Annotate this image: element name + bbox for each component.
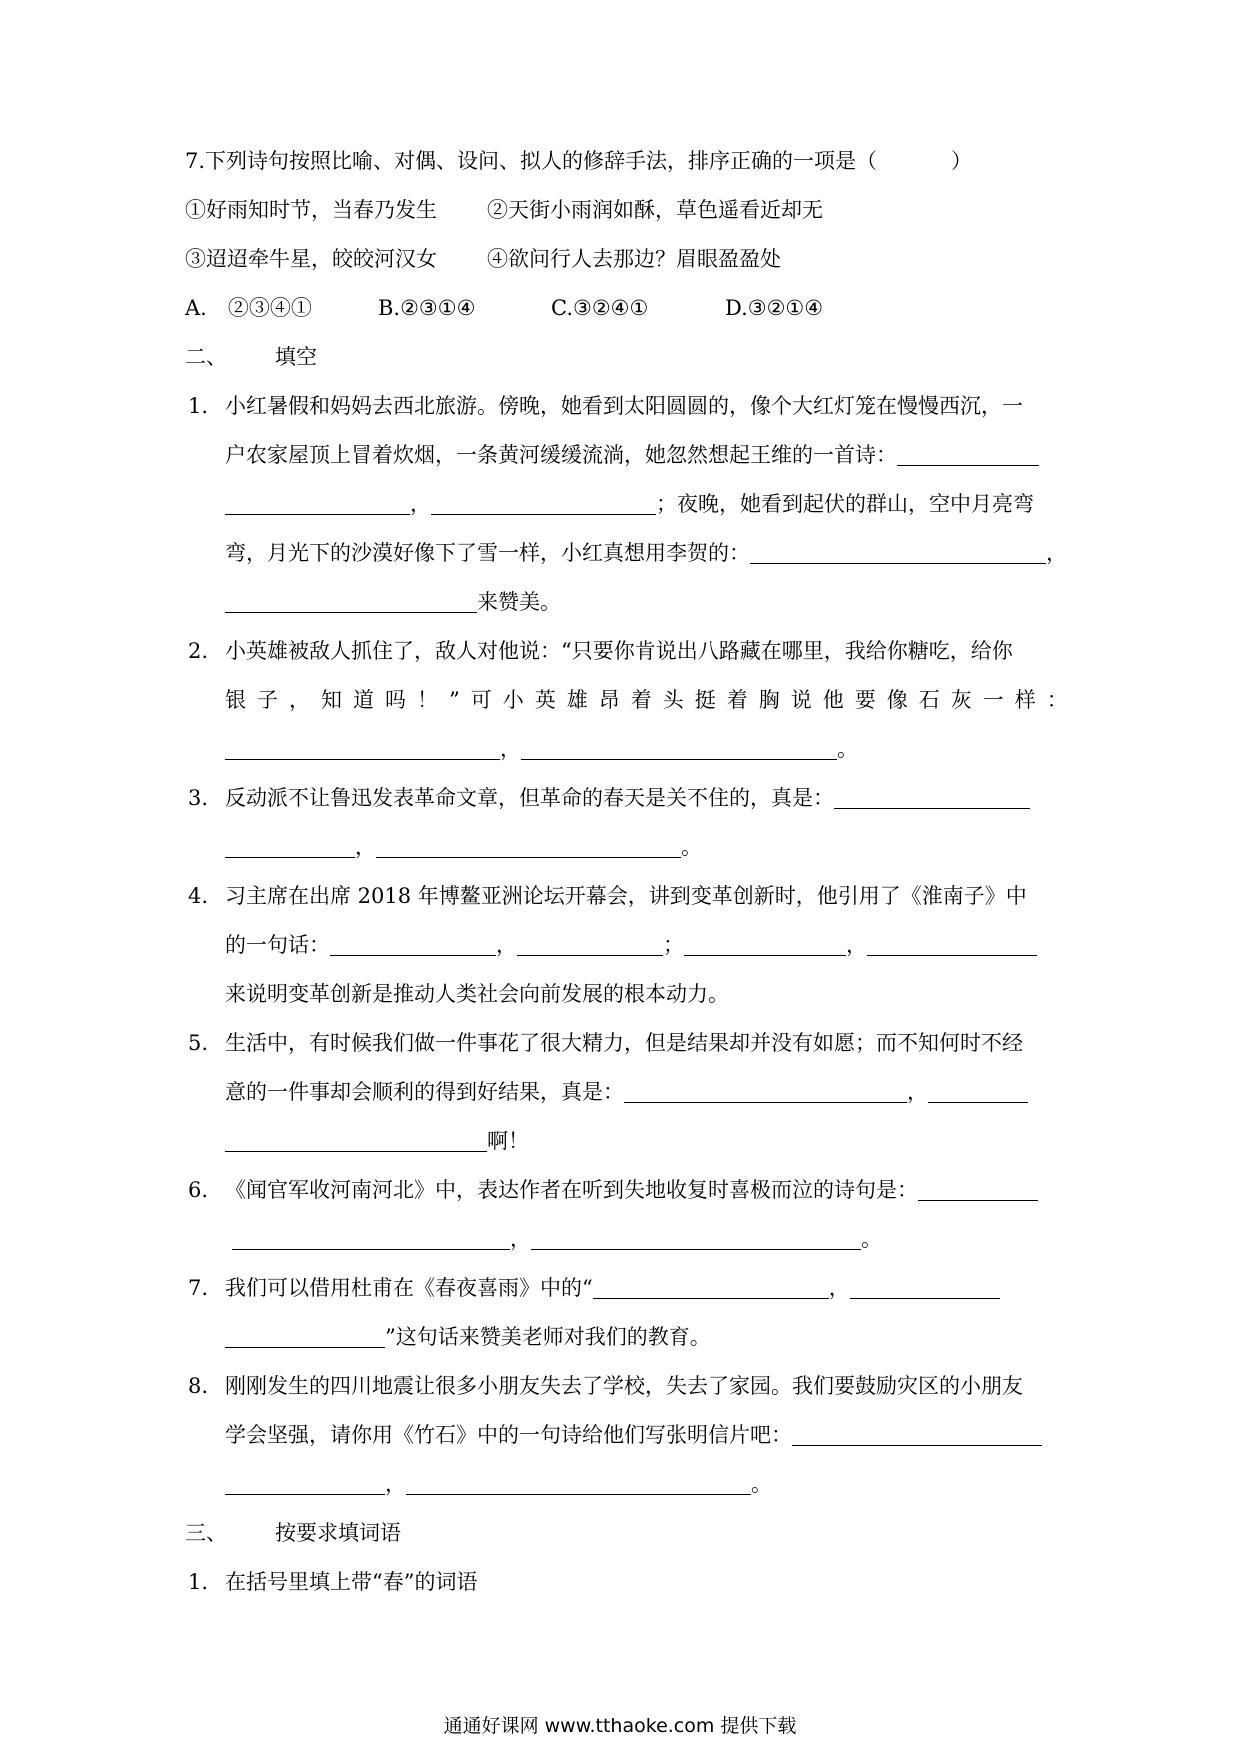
item7-blank3[interactable] <box>225 1325 385 1348</box>
item3-blank3[interactable] <box>376 835 681 858</box>
item6-blank1[interactable] <box>918 1178 1038 1201</box>
item5-exclaim: 啊！ <box>487 1129 529 1153</box>
item2-comma: ， <box>500 737 521 761</box>
section2-title: 填空 <box>275 345 317 369</box>
item2-blank2[interactable] <box>521 737 837 760</box>
item8-blank2[interactable] <box>225 1472 385 1495</box>
item2-line2: 银子，知道吗！”可小英雄昂着头挺着胸说他要像石灰一样： <box>225 688 1079 712</box>
item1-line5-text: 来赞美。 <box>477 590 561 614</box>
s3-item1-text: 在括号里填上带“春”的词语 <box>225 1570 478 1594</box>
item5-line2 <box>225 1077 1028 1107</box>
item6-line2 <box>232 1224 882 1254</box>
item3-blank1[interactable] <box>834 786 1030 809</box>
item5-blank3[interactable] <box>225 1129 487 1152</box>
item3-comma: ， <box>355 835 376 859</box>
item1-line1: 小红暑假和妈妈去西北旅游。傍晚，她看到太阳圆圆的，像个大红灯笼在慢慢西沉，一 <box>225 394 1023 418</box>
item2-line1: 小英雄被敌人抓住了，敌人对他说：“只要你肯说出八路藏在哪里，我给你糖吃，给你 <box>225 639 1013 663</box>
item2-blank1[interactable] <box>225 737 500 760</box>
item2-period: 。 <box>837 737 858 761</box>
item5-line1: 生活中，有时候我们做一件事花了很大精力，但是结果却并没有如愿；而不知何时不经 <box>225 1031 1023 1055</box>
item5-line2-text: 意的一件事却会顺利的得到好结果，真是： <box>225 1080 624 1104</box>
item1-line2-text: 户农家屋顶上冒着炊烟，一条黄河缓缓流淌，她忽然想起王维的一首诗： <box>225 443 897 467</box>
item8-blank1[interactable] <box>792 1423 1042 1446</box>
q7-option-3: ③迢迢牵牛星，皎皎河汉女 <box>185 247 437 271</box>
item7-comma: ， <box>828 1276 850 1300</box>
item2-line3 <box>225 734 858 764</box>
item4-blank3[interactable] <box>684 933 846 956</box>
item3-line2 <box>225 832 702 862</box>
item8-line2 <box>225 1420 1042 1450</box>
item1-comma2: ， <box>1046 541 1067 565</box>
section3-title: 按要求填词语 <box>275 1521 401 1545</box>
item3-blank2[interactable] <box>225 835 355 858</box>
item8-line2-text: 学会坚强，请你用《竹石》中的一句诗给他们写张明信片吧： <box>225 1423 792 1447</box>
s3-item1-number: 1. <box>188 1570 209 1594</box>
item4-blank2[interactable] <box>517 933 663 956</box>
q7-option-4: ④欲问行人去那边？眉眼盈盈处 <box>487 247 781 271</box>
item4-number: 4. <box>188 884 209 908</box>
q7-option-2: ②天街小雨润如酥，草色遥看近却无 <box>487 198 823 222</box>
item7-line2 <box>225 1322 711 1352</box>
section2-number: 二、 <box>185 345 227 369</box>
item6-blank3[interactable] <box>531 1227 861 1250</box>
item5-blank2[interactable] <box>928 1080 1028 1103</box>
item4-line1: 习主席在出席 2018 年博鳌亚洲论坛开幕会，讲到变革创新时，他引用了《淮南子》中 <box>225 884 1027 908</box>
item6-number: 6. <box>188 1178 209 1202</box>
item1-blank2[interactable] <box>225 492 410 515</box>
item6-line1-text: 《闻官军收河南河北》中，表达作者在听到失地收复时喜极而泣的诗句是： <box>225 1178 918 1202</box>
item1-line5 <box>225 587 561 617</box>
item3-number: 3. <box>188 786 209 810</box>
item4-blank4[interactable] <box>867 933 1037 956</box>
item1-line3 <box>225 489 1034 519</box>
item1-blank4[interactable] <box>750 541 1046 564</box>
item7-line1 <box>225 1273 1000 1303</box>
item3-line1-text: 反动派不让鲁迅发表革命文章，但革命的春天是关不住的，真是： <box>225 786 834 810</box>
item8-line1: 刚刚发生的四川地震让很多小朋友失去了学校，失去了家园。我们要鼓励灾区的小朋友 <box>225 1374 1023 1398</box>
item4-comma1: ， <box>496 933 517 957</box>
item8-comma: ， <box>385 1472 406 1496</box>
item4-line2-text: 的一句话： <box>225 933 330 957</box>
item1-blank3[interactable] <box>431 492 656 515</box>
q7-choice-b: B.②③①④ <box>378 296 476 320</box>
q7-paren-close: ） <box>951 149 973 173</box>
item4-line3: 来说明变革创新是推动人类社会向前发展的根本动力。 <box>225 982 729 1006</box>
q7-option-1: ①好雨知时节，当春乃发生 <box>185 198 437 222</box>
item7-line2-text: ”这句话来赞美老师对我们的教育。 <box>385 1325 711 1349</box>
item4-line2 <box>225 930 1037 960</box>
item6-period: 。 <box>861 1227 882 1251</box>
item8-line3 <box>225 1469 772 1499</box>
item6-blank2[interactable] <box>232 1227 510 1250</box>
q7-choice-d: D.③②①④ <box>725 296 824 320</box>
item1-blank1[interactable] <box>897 443 1039 466</box>
q7-stem-text: 7.下列诗句按照比喻、对偶、设问、拟人的修辞手法，排序正确的一项是（ <box>185 149 878 173</box>
item1-line3-text: ；夜晚，她看到起伏的群山，空中月亮弯 <box>656 492 1034 516</box>
item6-line1 <box>225 1175 1038 1205</box>
item2-number: 2. <box>188 639 209 663</box>
item4-semicolon: ； <box>663 933 684 957</box>
item5-blank1[interactable] <box>624 1080 907 1103</box>
item8-number: 8. <box>188 1374 209 1398</box>
item7-number: 7. <box>188 1276 209 1300</box>
q7-choice-c: C.③②④① <box>551 296 649 320</box>
item5-line3 <box>225 1126 529 1156</box>
item3-period: 。 <box>681 835 702 859</box>
q7-choice-a: A. ②③④① <box>185 296 312 320</box>
item8-period: 。 <box>751 1472 772 1496</box>
item1-line4-text: 弯，月光下的沙漠好像下了雪一样，小红真想用李贺的： <box>225 541 750 565</box>
item3-line1 <box>225 783 1030 813</box>
item7-line1-text: 我们可以借用杜甫在《春夜喜雨》中的“ <box>225 1276 593 1300</box>
item4-blank1[interactable] <box>330 933 496 956</box>
item5-number: 5. <box>188 1031 209 1055</box>
item1-number: 1. <box>188 394 209 418</box>
section3-number: 三、 <box>185 1521 227 1545</box>
item1-blank5[interactable] <box>225 590 477 613</box>
item1-comma1: ， <box>410 492 431 516</box>
item7-blank2[interactable] <box>850 1276 1000 1299</box>
page-footer: 通通好课网 www.tthaoke.com 提供下载 <box>443 1715 797 1737</box>
item1-line4 <box>225 538 1067 568</box>
item1-line2 <box>225 440 1039 470</box>
item8-blank3[interactable] <box>406 1472 751 1495</box>
item5-comma: ， <box>907 1080 928 1104</box>
q7-stem <box>185 146 972 176</box>
item6-comma: ， <box>510 1227 531 1251</box>
item4-comma2: ， <box>846 933 867 957</box>
item7-blank1[interactable] <box>593 1276 829 1299</box>
